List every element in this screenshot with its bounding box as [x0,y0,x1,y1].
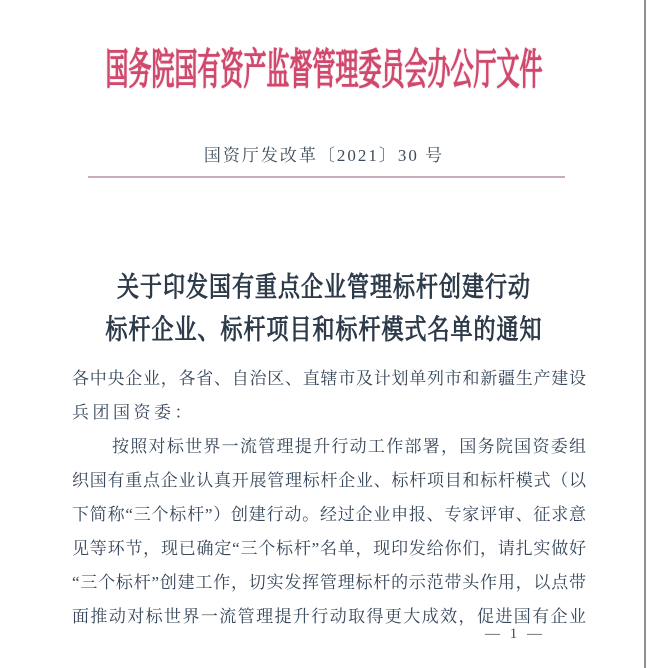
document-title-line1: 关于印发国有重点企业管理标杆创建行动 [116,271,531,303]
paragraph-line: 下简称“三个标杆”）创建行动。经过企业申报、专家评审、征求意 [72,505,586,524]
paragraph-line: “三个标杆”创建工作，切实发挥管理标杆的示范带头作用，以点带 [72,573,586,592]
letterhead-title: 国务院国有资产监督管理委员会办公厅文件 [105,47,543,94]
page-number: — 1 — [485,626,545,642]
paragraph-line: 按照对标世界一流管理提升行动工作部署，国务院国资委组 [112,437,586,456]
paragraph-line: 面推动对标世界一流管理提升行动取得更大成效，促进国有企业 [72,607,586,626]
document-number: 国资厅发改革〔2021〕30 号 [203,146,445,165]
salutation-line-1: 各中央企业，各省、自治区、直辖市及计划单列市和新疆生产建设 [72,369,586,388]
document-title-line2: 标杆企业、标杆项目和标杆模式名单的通知 [105,313,543,345]
document-body [72,362,586,634]
document-title [0,266,648,351]
paragraph-line: 织国有重点企业认真开展管理标杆企业、标杆项目和标杆模式（以 [72,471,586,490]
paragraph-line: 见等环节，现已确定“三个标杆”名单，现印发给你们，请扎实做好 [72,539,586,558]
salutation-line-2: 兵团国资委： [72,403,195,422]
letterhead-divider-line [88,176,565,178]
